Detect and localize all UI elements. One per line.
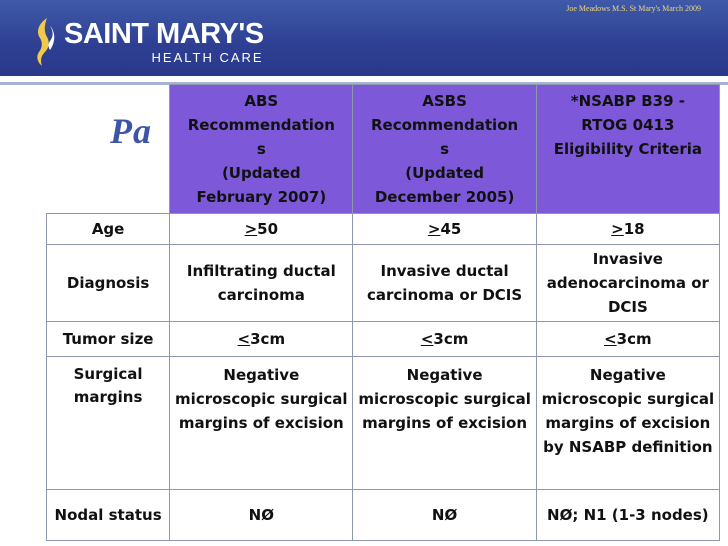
- row-label: Age: [47, 214, 170, 245]
- brand-logo: [30, 16, 264, 68]
- table-header-row: [47, 85, 720, 214]
- cell-nsabp-age: [536, 214, 719, 245]
- cell-asbs-nodal-status: NØ: [353, 490, 536, 541]
- header-asbs-line: (Updated: [405, 164, 484, 182]
- header-asbs-line: s: [440, 140, 450, 158]
- header-nsabp-line: Eligibility Criteria: [553, 140, 702, 158]
- header-asbs-line: ASBS: [422, 92, 467, 110]
- row-label: Tumor size: [47, 322, 170, 357]
- criteria-table: [46, 84, 720, 541]
- row-label: Nodal status: [47, 490, 170, 541]
- cell-value: 3cm: [433, 330, 469, 348]
- slide-title: Pa: [110, 111, 152, 151]
- cell-abs-surgical-margins: Negative microscopic surgical margins of excision: [170, 357, 353, 490]
- brand-name: SAINT MARY'S: [64, 17, 264, 50]
- table-row-surgical-margins: [47, 357, 720, 490]
- row-label: Diagnosis: [47, 245, 170, 322]
- cell-nsabp-diagnosis: Invasive adenocarcinoma or DCIS: [536, 245, 719, 322]
- header-abs: [170, 85, 353, 214]
- header-abs-line: (Updated: [221, 164, 301, 182]
- ge-symbol: >: [611, 220, 624, 238]
- cell-asbs-surgical-margins: Negative microscopic surgical margins of excision: [353, 357, 536, 490]
- ge-symbol: >: [427, 220, 441, 238]
- cell-value: 18: [623, 220, 645, 238]
- credit-text: Joe Meadows M.S. St Mary's March 2009: [566, 4, 701, 13]
- cell-value: 3cm: [616, 330, 652, 348]
- table-row-tumor-size: [47, 322, 720, 357]
- brand-subtitle: HEALTH CARE: [151, 49, 264, 65]
- table-row-nodal-status: [47, 490, 720, 541]
- cell-abs-age: [170, 214, 353, 245]
- header-nsabp: [536, 85, 719, 214]
- cell-value: 45: [440, 220, 462, 238]
- flame-icon: [30, 16, 60, 68]
- header-asbs: [353, 85, 536, 214]
- le-symbol: <: [420, 330, 434, 348]
- header-band: [0, 0, 728, 76]
- header-abs-line: ABS: [244, 92, 279, 110]
- cell-asbs-tumor-size: [353, 322, 536, 357]
- cell-asbs-age: [353, 214, 536, 245]
- header-asbs-line: December 2005): [374, 188, 515, 206]
- table-row-diagnosis: [47, 245, 720, 322]
- cell-value: 3cm: [250, 330, 286, 348]
- header-abs-line: Recommendation: [187, 116, 335, 134]
- header-abs-line: s: [256, 140, 266, 158]
- header-corner-cell: [47, 85, 170, 214]
- cell-abs-tumor-size: [170, 322, 353, 357]
- header-abs-line: February 2007): [196, 188, 327, 206]
- ge-symbol: >: [244, 220, 258, 238]
- header-asbs-line: Recommendation: [370, 116, 519, 134]
- cell-value: 50: [257, 220, 279, 238]
- cell-nsabp-nodal-status: NØ; N1 (1-3 nodes): [536, 490, 719, 541]
- header-nsabp-line: *NSABP B39 -: [570, 92, 685, 110]
- cell-abs-nodal-status: NØ: [170, 490, 353, 541]
- row-label: Surgical margins: [47, 357, 170, 490]
- cell-asbs-diagnosis: Invasive ductal carcinoma or DCIS: [353, 245, 536, 322]
- cell-nsabp-surgical-margins: Negative microscopic surgical margins of excision by NSABP definition: [536, 357, 719, 490]
- cell-abs-diagnosis: Infiltrating ductal carcinoma: [170, 245, 353, 322]
- table-row-age: [47, 214, 720, 245]
- cell-nsabp-tumor-size: [536, 322, 719, 357]
- le-symbol: <: [237, 330, 251, 348]
- le-symbol: <: [604, 330, 617, 348]
- header-nsabp-line: RTOG 0413: [581, 116, 675, 134]
